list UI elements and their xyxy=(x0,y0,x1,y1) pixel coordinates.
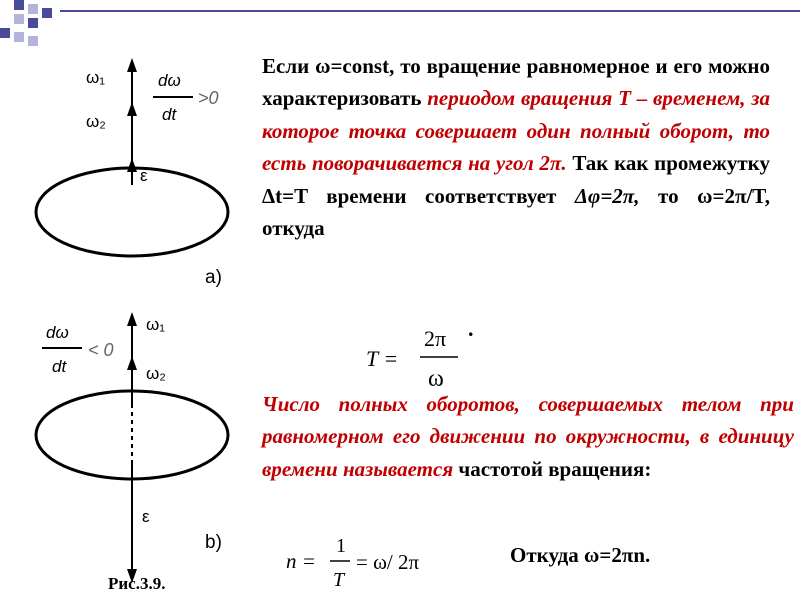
arrow-a-top xyxy=(127,58,137,72)
cmp-a: >0 xyxy=(198,88,219,108)
omega1-a: ω₁ xyxy=(86,68,106,87)
epsilon-b: ε xyxy=(142,507,150,526)
p1-part-e: то ω=2π/T, откуда xyxy=(262,183,770,241)
omega2-b: ω₂ xyxy=(146,364,166,383)
deriv-num-b: dω xyxy=(46,323,69,342)
frequency-formula xyxy=(280,532,460,592)
arrow-b-mid xyxy=(127,356,137,370)
formula-T-left: T = xyxy=(366,346,399,371)
period-dot: . xyxy=(468,316,474,341)
figure-a xyxy=(36,58,228,288)
deriv-den-a: dt xyxy=(162,105,177,124)
arrow-b-top xyxy=(127,312,137,326)
formula-n-num: 1 xyxy=(336,535,346,557)
omega1-b: ω₁ xyxy=(146,315,166,334)
deriv-den-b: dt xyxy=(52,357,67,376)
formula-n-right: = ω/ 2π xyxy=(356,550,420,574)
period-formula xyxy=(366,322,466,392)
arrow-a-low xyxy=(127,158,137,172)
final-relation: Откуда ω=2πn. xyxy=(510,543,651,567)
p2-frequency-definition: Число полных оборотов, совершаемых телом при равномерном его движении по окружности, в единицу времени называется xyxy=(262,392,794,481)
formula-T-num: 2π xyxy=(424,326,447,351)
p1-part-d: Δφ=2π, xyxy=(574,183,640,208)
cmp-b: < 0 xyxy=(88,340,114,360)
figure-b xyxy=(36,312,228,583)
formula-n-den: T xyxy=(333,569,345,591)
p1-part-a: Если ω=const, то вращение равномерное и его можно характеризовать xyxy=(262,54,770,111)
formula-n-left: n = xyxy=(286,549,316,573)
formula-T-den: ω xyxy=(428,366,444,392)
p2-part-b: частотой вращения: xyxy=(453,456,652,481)
p1-period-definition: периодом вращения T – временем, за которое точка совершает один полный оборот, то есть поворачивается на угол 2π. xyxy=(262,86,770,176)
p1-part-c: Так как промежутку Δt=T времени соответствует xyxy=(262,151,770,208)
epsilon-a: ε xyxy=(140,166,148,185)
paragraph-1 xyxy=(262,50,770,244)
label-b: b) xyxy=(205,532,222,553)
label-a: a) xyxy=(205,267,222,288)
deriv-num-a: dω xyxy=(158,71,181,90)
paragraph-2 xyxy=(262,388,794,485)
figure-caption: Рис.3.9. xyxy=(108,574,166,593)
omega2-a: ω₂ xyxy=(86,112,106,131)
arrow-a-mid xyxy=(127,102,137,116)
